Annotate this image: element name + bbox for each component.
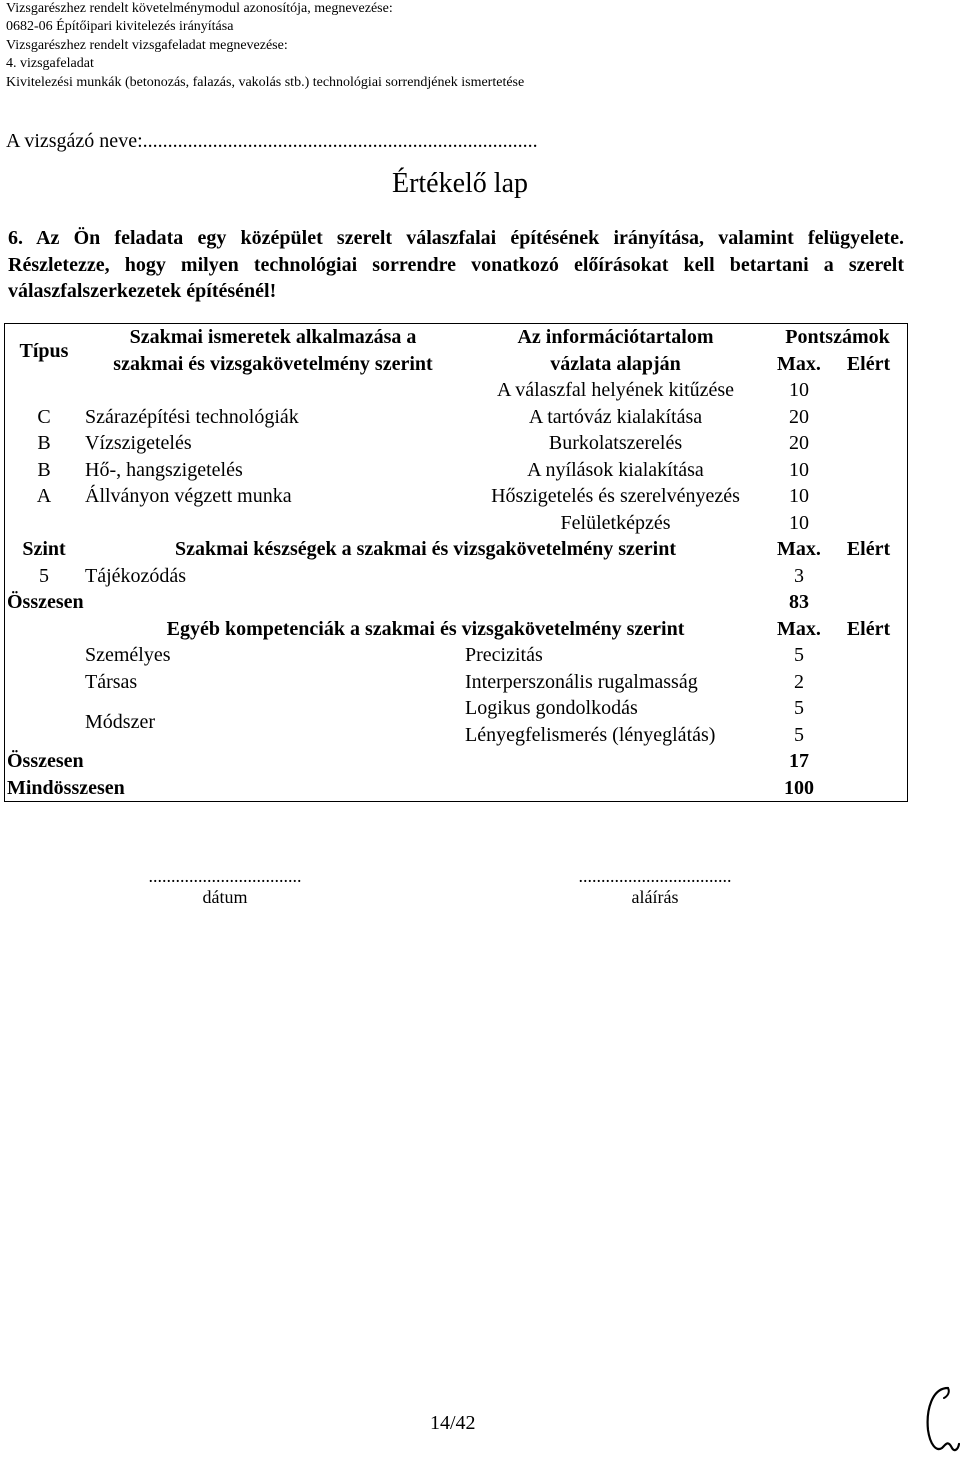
subtotal-elert	[830, 748, 907, 775]
info-item-max: 10	[789, 485, 809, 508]
competency-item: Logikus gondolkodás	[465, 697, 638, 720]
info-item-label: A válaszfal helyének kitűzése	[496, 379, 735, 402]
competencies-header: Egyéb kompetenciák a szakmai és vizsgakövetelmény szerint	[166, 617, 685, 640]
knowledge-name	[83, 377, 463, 404]
info-item-label: Felületképzés	[560, 511, 671, 534]
header-line-1: Vizsgarészhez rendelt követelménymodul azonosítója, megnevezése:	[6, 1, 393, 16]
info-item-label: Hőszigetelés és szerelvényezés	[491, 485, 740, 508]
subtotal-label: Összesen	[7, 591, 84, 614]
info-item-elert	[830, 483, 907, 510]
signature-block	[510, 866, 800, 908]
knowledge-type: A	[36, 485, 52, 508]
skills-header-szint: Szint	[22, 538, 66, 561]
skill-name: Tájékozódás	[85, 564, 187, 587]
page-number: 14/42	[430, 1412, 476, 1434]
skill-level: 5	[39, 564, 49, 587]
signature-label: aláírás	[631, 887, 679, 907]
knowledge-type	[5, 377, 83, 404]
col-header-info-2: vázlata alapján	[550, 352, 681, 375]
date-signature-block	[80, 866, 370, 908]
info-item-max: 20	[789, 432, 809, 455]
skills-header-elert: Elért	[846, 538, 891, 561]
empty-cell	[5, 695, 83, 722]
competency-max: 5	[794, 644, 804, 667]
col-header-pontszamok: Pontszámok	[785, 326, 890, 349]
info-item-max: 20	[789, 405, 809, 428]
competencies-elert: Elért	[846, 617, 891, 640]
col-header-tipus: Típus	[19, 339, 69, 362]
competency-item: Precizitás	[465, 644, 543, 667]
signature-dots: ..................................	[578, 866, 732, 886]
info-item-elert	[830, 404, 907, 431]
subtotal-label: Összesen	[7, 750, 84, 773]
competency-elert	[830, 695, 907, 722]
header-line-3: Vizsgarészhez rendelt vizsgafeladat megnevezése:	[6, 37, 288, 53]
info-item-label: A nyílások kialakítása	[527, 458, 704, 481]
task-description: 6. Az Ön feladata egy középület szerelt válaszfalai építésének irányítása, valamint felügyelete. Részletezze, hogy milyen technológiai sorrendre vonatkozó előírásokat kell betartani a szerelt válaszfalszerkezetek építésénél!	[8, 227, 904, 302]
info-item-max: 10	[789, 511, 809, 534]
info-item-elert	[830, 510, 907, 537]
header-line-2: 0682-06 Építőipari kivitelezés irányítása	[6, 19, 234, 35]
knowledge-type: C	[37, 405, 51, 428]
page-title: Értékelő lap	[391, 168, 529, 199]
competency-item: Interperszonális rugalmasság	[465, 670, 698, 693]
empty-cell	[83, 510, 463, 537]
competency-elert	[830, 669, 907, 696]
empty-cell	[5, 510, 83, 537]
info-item-max: 10	[789, 458, 809, 481]
grand-total-label: Mindösszesen	[7, 776, 125, 799]
skill-max: 3	[794, 564, 804, 587]
competency-group: Személyes	[85, 644, 171, 667]
subtotal-value: 17	[789, 750, 809, 773]
candidate-name-field: A vizsgázó neve:...............................................................................	[6, 130, 538, 152]
handwritten-mark-icon	[918, 1382, 960, 1458]
col-header-info-1: Az információtartalom	[517, 326, 714, 349]
skill-elert	[830, 563, 907, 590]
empty-cell	[5, 722, 83, 749]
info-item-max: 10	[789, 379, 809, 402]
col-header-max: Max.	[777, 352, 821, 375]
skills-header-max: Max.	[777, 538, 821, 561]
evaluation-table	[5, 324, 907, 801]
knowledge-name: Állványon végzett munka	[85, 485, 292, 508]
competency-max: 5	[794, 723, 804, 746]
header-line-5: Kivitelezési munkák (betonozás, falazás, vakolás stb.) technológiai sorrendjének ismertetése	[6, 74, 525, 90]
subtotal-value: 83	[789, 591, 809, 614]
header-line-4: 4. vizsgafeladat	[6, 56, 94, 72]
competency-elert	[830, 722, 907, 749]
date-dots: ..................................	[148, 866, 302, 886]
competency-group: Módszer	[85, 710, 155, 733]
date-label: dátum	[202, 887, 248, 907]
grand-total-value: 100	[784, 776, 814, 799]
empty-cell	[5, 642, 83, 669]
empty-cell	[5, 616, 83, 643]
knowledge-name: Hő-, hangszigetelés	[85, 458, 243, 481]
col-header-szakmai-1: Szakmai ismeretek alkalmazása a	[129, 326, 417, 349]
subtotal-elert	[830, 589, 907, 616]
col-header-szakmai-2: szakmai és vizsgakövetelmény szerint	[113, 352, 433, 375]
grand-total-elert	[830, 775, 907, 802]
info-item-elert	[830, 457, 907, 484]
competency-item: Lényegfelismerés (lényeglátás)	[465, 723, 716, 746]
knowledge-name: Vízszigetelés	[85, 432, 192, 455]
info-item-elert	[830, 430, 907, 457]
col-header-elert: Elért	[846, 352, 891, 375]
knowledge-type: B	[37, 432, 51, 455]
knowledge-name: Szárazépítési technológiák	[85, 405, 299, 428]
skills-header-label: Szakmai készségek a szakmai és vizsgakövetelmény szerint	[174, 538, 677, 561]
competency-max: 2	[794, 670, 804, 693]
competency-elert	[830, 642, 907, 669]
competency-group: Társas	[85, 670, 138, 693]
competencies-max: Max.	[777, 617, 821, 640]
competency-max: 5	[794, 697, 804, 720]
knowledge-type: B	[37, 458, 51, 481]
info-item-label: Burkolatszerelés	[548, 432, 683, 455]
document-header	[6, 0, 524, 92]
info-item-label: A tartóváz kialakítása	[528, 405, 703, 428]
info-item-elert	[830, 377, 907, 404]
empty-cell	[5, 669, 83, 696]
